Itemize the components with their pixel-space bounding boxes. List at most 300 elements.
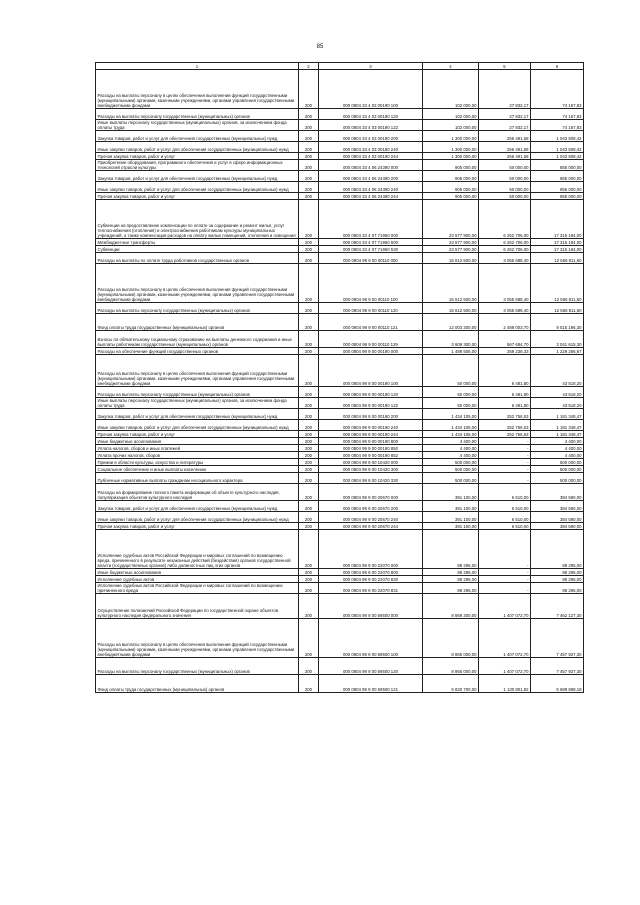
row-description: Расходы на формирование полного пакета информации об объекте культурного наследия, популяризация объектов культурного наследия xyxy=(96,484,299,501)
table-row xyxy=(96,200,584,239)
row-classification-code: 000 0804 99 9 00 00190 800 xyxy=(319,438,423,445)
row-approved-amount: 23 577 900,00 xyxy=(423,200,479,239)
row-classification-code: 000 0804 99 9 00 10420 330 xyxy=(319,473,423,484)
row-description: Иные закупки товаров, работ и услуг для обеспечения государственных (муниципальных) нужд xyxy=(96,182,299,193)
row-description: Расходы на выплаты персоналу государственных (муниципальных) органов xyxy=(96,109,299,120)
row-classification-code: 000 0804 33 4 06 24390 200 xyxy=(319,171,423,182)
row-approved-amount: 23 577 900,00 xyxy=(423,239,479,246)
table-row xyxy=(96,239,584,246)
row-approved-amount: 905 000,00 xyxy=(423,160,479,171)
row-approved-amount: 15 612 500,00 xyxy=(423,264,479,303)
table-row xyxy=(96,420,584,431)
row-remaining-amount: 384 590,00 xyxy=(531,501,584,512)
row-classification-code: 000 0804 99 9 00 22070 831 xyxy=(319,583,423,594)
row-classification-code: 000 0804 33 4 06 24390 244 xyxy=(319,193,423,200)
table-row xyxy=(96,355,584,387)
row-approved-amount: 391 100,00 xyxy=(423,484,479,501)
row-admin-code: 200 xyxy=(299,153,319,160)
row-remaining-amount: 43 518,20 xyxy=(531,355,584,387)
row-description: Закупка товаров, работ и услуг для обеспечения государственных (муниципальных) нужд xyxy=(96,409,299,420)
row-classification-code: 000 0804 99 9 00 00110 000 xyxy=(319,253,423,264)
row-classification-code: 000 0804 99 9 00 00190 200 xyxy=(319,409,423,420)
row-executed-amount: 256 491,58 xyxy=(479,153,531,160)
row-description: Расходы на выплаты персоналу государственных (муниципальных) органов xyxy=(96,658,299,675)
table-row xyxy=(96,331,584,348)
row-approved-amount: 102 000,00 xyxy=(423,120,479,131)
row-description: Иные закупки товаров, работ и услуг для обеспечения государственных (муниципальных) нужд xyxy=(96,420,299,431)
row-executed-amount: 2 488 003,70 xyxy=(479,314,531,331)
table-row xyxy=(96,512,584,523)
row-executed-amount: 256 491,58 xyxy=(479,131,531,142)
row-approved-amount: 102 000,00 xyxy=(423,109,479,120)
row-classification-code: 000 0804 99 9 00 00110 129 xyxy=(319,331,423,348)
row-approved-amount: 8 869 200,00 xyxy=(423,594,479,619)
row-admin-code: 200 xyxy=(299,569,319,576)
row-admin-code: 200 xyxy=(299,438,319,445)
budget-execution-table xyxy=(95,62,584,693)
table-header xyxy=(96,63,584,70)
row-executed-amount: 27 832,17 xyxy=(479,70,531,109)
row-admin-code: 200 xyxy=(299,452,319,459)
row-classification-code: 000 0804 99 9 00 20670 240 xyxy=(319,512,423,523)
row-admin-code: 200 xyxy=(299,512,319,523)
row-executed-amount: 252 756,53 xyxy=(479,420,531,431)
row-admin-code: 200 xyxy=(299,246,319,253)
row-classification-code: 000 0804 99 9 00 00110 121 xyxy=(319,314,423,331)
row-description: Премии в области культуры, искусства и литературы xyxy=(96,459,299,466)
row-approved-amount: 88 295,00 xyxy=(423,583,479,594)
row-approved-amount: 905 000,00 xyxy=(423,182,479,193)
row-admin-code: 200 xyxy=(299,348,319,355)
column-header: 3 xyxy=(319,63,423,70)
row-approved-amount: 1 300 000,00 xyxy=(423,153,479,160)
row-approved-amount: 1 300 000,00 xyxy=(423,142,479,153)
row-classification-code: 000 0804 33 4 03 00190 100 xyxy=(319,70,423,109)
row-description: Взносы по обязательному социальному страхованию на выплаты денежного содержания и иные выплаты работникам государственных (муниципальных) органов xyxy=(96,331,299,348)
table-row xyxy=(96,501,584,512)
row-executed-amount: - xyxy=(479,466,531,473)
row-classification-code: 000 0804 99 9 00 00190 122 xyxy=(319,398,423,409)
row-admin-code: 200 xyxy=(299,331,319,348)
row-remaining-amount: 17 315 194,00 xyxy=(531,239,584,246)
row-remaining-amount: 4 400,00 xyxy=(531,452,584,459)
row-executed-amount: 1 407 072,70 xyxy=(479,594,531,619)
row-admin-code: 200 xyxy=(299,466,319,473)
row-remaining-amount: 1 229 266,67 xyxy=(531,348,584,355)
table-row xyxy=(96,171,584,182)
row-approved-amount: 391 100,00 xyxy=(423,501,479,512)
row-executed-amount: 27 832,17 xyxy=(479,120,531,131)
row-admin-code: 200 xyxy=(299,142,319,153)
row-description: Субвенции на предоставление компенсации по оплате за содержание и ремонт жилья, услуг теплоснабжения (отопления) и электроснабжения работникам культуры муниципальных учреждений, а также компенсации расходов на оплату жилых помещений, отопления и освещения xyxy=(96,200,299,239)
row-remaining-amount: 384 590,00 xyxy=(531,484,584,501)
row-executed-amount: 252 756,53 xyxy=(479,409,531,420)
table-row xyxy=(96,153,584,160)
row-approved-amount: 6 820 700,00 xyxy=(423,675,479,693)
row-remaining-amount: 88 295,00 xyxy=(531,569,584,576)
row-description: Исполнение судебных актов Российской Федерации и мировых соглашений по возмещению причиненного вреда xyxy=(96,583,299,594)
row-approved-amount: 1 434 105,00 xyxy=(423,431,479,438)
row-description: Уплата налогов, сборов и иных платежей xyxy=(96,445,299,452)
row-remaining-amount: 74 167,83 xyxy=(531,120,584,131)
row-description: Прочая закупка товаров, работ и услуг xyxy=(96,431,299,438)
row-approved-amount: 8 865 000,00 xyxy=(423,619,479,658)
row-executed-amount: 6 510,00 xyxy=(479,512,531,523)
table-row xyxy=(96,484,584,501)
row-remaining-amount: 17 315 194,00 xyxy=(531,246,584,253)
row-approved-amount: 102 000,00 xyxy=(423,70,479,109)
column-header: 4 xyxy=(423,63,479,70)
row-description: Иные бюджетные ассигнования xyxy=(96,438,299,445)
table-row xyxy=(96,303,584,314)
row-executed-amount: 3 055 688,40 xyxy=(479,253,531,264)
row-remaining-amount: 855 000,00 xyxy=(531,160,584,171)
row-classification-code: 000 0804 99 9 00 00110 120 xyxy=(319,303,423,314)
row-description: Иные закупки товаров, работ и услуг для обеспечения государственных (муниципальных) нужд xyxy=(96,512,299,523)
row-remaining-amount: 500 000,00 xyxy=(531,466,584,473)
row-executed-amount: 50 000,00 xyxy=(479,160,531,171)
row-admin-code: 200 xyxy=(299,131,319,142)
row-executed-amount: 6 481,80 xyxy=(479,387,531,398)
row-executed-amount: 6 510,00 xyxy=(479,501,531,512)
table-row xyxy=(96,530,584,569)
row-executed-amount: - xyxy=(479,445,531,452)
row-executed-amount: 6 262 706,00 xyxy=(479,200,531,239)
row-classification-code: 000 0804 33 4 03 00190 120 xyxy=(319,109,423,120)
row-classification-code: 000 0804 99 9 00 00110 100 xyxy=(319,264,423,303)
row-approved-amount: 500 000,00 xyxy=(423,466,479,473)
row-admin-code: 200 xyxy=(299,583,319,594)
row-description: Закупка товаров, работ и услуг для обеспечения государственных (муниципальных) нужд xyxy=(96,171,299,182)
row-remaining-amount: 4 400,00 xyxy=(531,438,584,445)
row-approved-amount: 4 400,00 xyxy=(423,452,479,459)
row-remaining-amount: 855 000,00 xyxy=(531,182,584,193)
row-admin-code: 200 xyxy=(299,303,319,314)
row-admin-code: 200 xyxy=(299,171,319,182)
row-description: Расходы на выплаты персоналу в целях обеспечения выполнения функций государственными (муниципальными) органами, казенными учреждениями, органами управления государственными внебюджетными фондами xyxy=(96,264,299,303)
row-description: Иные бюджетные ассигнования xyxy=(96,569,299,576)
row-classification-code: 000 0804 33 4 07 71960 530 xyxy=(319,246,423,253)
row-description: Публичные нормативные выплаты гражданам несоциального характера xyxy=(96,473,299,484)
row-description: Иные выплаты персоналу государственных (муниципальных) органов, за исключением фонда оплаты труда xyxy=(96,120,299,131)
row-admin-code: 200 xyxy=(299,409,319,420)
row-executed-amount: 50 000,00 xyxy=(479,193,531,200)
row-admin-code: 200 xyxy=(299,530,319,569)
row-classification-code: 000 0804 99 9 00 00190 120 xyxy=(319,387,423,398)
table-row xyxy=(96,109,584,120)
table-row xyxy=(96,431,584,438)
row-description: Субвенции xyxy=(96,246,299,253)
row-admin-code: 200 xyxy=(299,523,319,530)
row-description: Исполнение судебных актов xyxy=(96,576,299,583)
row-executed-amount: 6 510,00 xyxy=(479,484,531,501)
column-number-row xyxy=(96,63,584,70)
row-approved-amount: 88 295,00 xyxy=(423,576,479,583)
row-approved-amount: 88 295,00 xyxy=(423,530,479,569)
row-classification-code: 000 0804 99 9 00 00190 000 xyxy=(319,348,423,355)
row-admin-code: 200 xyxy=(299,473,319,484)
row-admin-code: 200 xyxy=(299,387,319,398)
row-executed-amount: 6 262 706,00 xyxy=(479,246,531,253)
table-row xyxy=(96,619,584,658)
row-approved-amount: 1 434 105,00 xyxy=(423,409,479,420)
table-row xyxy=(96,473,584,484)
row-admin-code: 200 xyxy=(299,459,319,466)
row-classification-code: 000 0804 99 9 00 22070 830 xyxy=(319,576,423,583)
row-admin-code: 200 xyxy=(299,420,319,431)
row-admin-code: 200 xyxy=(299,619,319,658)
row-executed-amount: - xyxy=(479,576,531,583)
row-approved-amount: 12 003 200,00 xyxy=(423,314,479,331)
row-classification-code: 000 0804 99 9 00 00190 850 xyxy=(319,445,423,452)
table-row xyxy=(96,142,584,153)
row-remaining-amount: 7 457 927,30 xyxy=(531,619,584,658)
row-classification-code: 000 0804 33 4 03 00190 200 xyxy=(319,131,423,142)
row-description: Расходы на выплаты по оплате труда работников государственных органов xyxy=(96,253,299,264)
table-row xyxy=(96,466,584,473)
row-remaining-amount: 5 689 898,18 xyxy=(531,675,584,693)
row-remaining-amount: 12 556 811,60 xyxy=(531,264,584,303)
row-description: Уплата прочих налогов, сборов xyxy=(96,452,299,459)
row-admin-code: 200 xyxy=(299,253,319,264)
row-classification-code: 000 0804 33 4 07 71960 000 xyxy=(319,200,423,239)
row-approved-amount: 50 000,00 xyxy=(423,398,479,409)
row-description: Межбюджетные трансферты xyxy=(96,239,299,246)
row-description: Прочая закупка товаров, работ и услуг xyxy=(96,153,299,160)
row-approved-amount: 905 000,00 xyxy=(423,171,479,182)
row-remaining-amount: 9 515 196,30 xyxy=(531,314,584,331)
row-description: Приобретение оборудования, программного обеспечения и услуг в сфере информационных технологий отрасли культуры xyxy=(96,160,299,171)
row-description: Фонд оплаты труда государственных (муниципальных) органов xyxy=(96,675,299,693)
row-admin-code: 200 xyxy=(299,484,319,501)
row-remaining-amount: 1 043 508,42 xyxy=(531,142,584,153)
row-description: Иные выплаты персоналу государственных (муниципальных) органов, за исключением фонда оплаты труда xyxy=(96,398,299,409)
table-row xyxy=(96,452,584,459)
page-number: 85 xyxy=(316,44,324,50)
table-row xyxy=(96,569,584,576)
row-executed-amount: 6 510,00 xyxy=(479,523,531,530)
row-executed-amount: 252 756,53 xyxy=(479,431,531,438)
row-admin-code: 200 xyxy=(299,675,319,693)
row-remaining-amount: 88 295,00 xyxy=(531,576,584,583)
row-executed-amount: 50 000,00 xyxy=(479,171,531,182)
column-header: 1 xyxy=(96,63,299,70)
row-approved-amount: 50 000,00 xyxy=(423,387,479,398)
row-executed-amount: 3 055 688,40 xyxy=(479,264,531,303)
row-description: Осуществление полномочий Российской Федерации по государственной охране объектов культурного наследия федерального значения xyxy=(96,594,299,619)
row-classification-code: 000 0804 99 9 00 20670 200 xyxy=(319,501,423,512)
row-classification-code: 000 0804 33 4 06 24390 240 xyxy=(319,182,423,193)
row-admin-code: 200 xyxy=(299,264,319,303)
row-executed-amount: 6 481,80 xyxy=(479,355,531,387)
row-remaining-amount: 12 556 811,60 xyxy=(531,253,584,264)
row-approved-amount: 391 100,00 xyxy=(423,523,479,530)
row-executed-amount: - xyxy=(479,473,531,484)
row-classification-code: 000 0804 99 9 00 22070 800 xyxy=(319,569,423,576)
report-table-wrapper xyxy=(95,62,583,693)
row-approved-amount: 50 000,00 xyxy=(423,355,479,387)
row-classification-code: 000 0804 33 4 06 24390 000 xyxy=(319,160,423,171)
row-description: Расходы на выплаты персоналу в целях обеспечения выполнения функций государственными (муниципальными) органами, казенными учреждениями, органами управления государственными внебюджетными фондами xyxy=(96,355,299,387)
row-executed-amount: - xyxy=(479,569,531,576)
table-row xyxy=(96,131,584,142)
row-admin-code: 200 xyxy=(299,576,319,583)
row-remaining-amount: 7 462 127,30 xyxy=(531,594,584,619)
table-row xyxy=(96,193,584,200)
row-remaining-amount: 4 400,00 xyxy=(531,445,584,452)
row-admin-code: 200 xyxy=(299,445,319,452)
row-remaining-amount: 384 590,00 xyxy=(531,512,584,523)
row-admin-code: 200 xyxy=(299,200,319,239)
row-executed-amount: 6 262 706,00 xyxy=(479,239,531,246)
table-row xyxy=(96,314,584,331)
table-row xyxy=(96,523,584,530)
table-row xyxy=(96,409,584,420)
row-executed-amount: - xyxy=(479,438,531,445)
row-classification-code: 000 0804 33 4 03 00190 240 xyxy=(319,142,423,153)
row-remaining-amount: 500 000,00 xyxy=(531,473,584,484)
column-header: 5 xyxy=(479,63,531,70)
row-classification-code: 000 0804 99 9 00 20670 244 xyxy=(319,523,423,530)
row-description: Расходы на выплаты персоналу в целях обеспечения выполнения функций государственными (муниципальными) органами, казенными учреждениями, органами управления государственными внебюджетными фондами xyxy=(96,70,299,109)
row-executed-amount: - xyxy=(479,583,531,594)
row-approved-amount: 15 612 500,00 xyxy=(423,253,479,264)
row-executed-amount: 567 684,70 xyxy=(479,331,531,348)
table-row xyxy=(96,160,584,171)
row-classification-code: 000 0804 99 9 00 00190 244 xyxy=(319,431,423,438)
row-executed-amount: 1 130 801,82 xyxy=(479,675,531,693)
row-admin-code: 200 xyxy=(299,431,319,438)
row-description: Иные закупки товаров, работ и услуг для обеспечения государственных (муниципальных) нужд xyxy=(96,142,299,153)
row-classification-code: 000 0804 99 9 00 20670 000 xyxy=(319,484,423,501)
row-executed-amount: - xyxy=(479,530,531,569)
row-approved-amount: 1 300 000,00 xyxy=(423,131,479,142)
table-row xyxy=(96,253,584,264)
row-executed-amount: 1 407 072,70 xyxy=(479,619,531,658)
table-row xyxy=(96,445,584,452)
row-remaining-amount: 3 041 615,30 xyxy=(531,331,584,348)
row-description: Социальное обеспечение и иные выплаты населению xyxy=(96,466,299,473)
table-row xyxy=(96,583,584,594)
row-classification-code: 000 0804 99 9 00 10420 000 xyxy=(319,459,423,466)
row-remaining-amount: 500 000,00 xyxy=(531,459,584,466)
row-admin-code: 200 xyxy=(299,109,319,120)
table-row xyxy=(96,264,584,303)
row-approved-amount: 8 865 000,00 xyxy=(423,658,479,675)
table-body xyxy=(96,70,584,693)
row-remaining-amount: 12 556 811,60 xyxy=(531,303,584,314)
table-row xyxy=(96,675,584,693)
row-approved-amount: 23 577 900,00 xyxy=(423,246,479,253)
row-classification-code: 000 0804 33 4 03 00190 244 xyxy=(319,153,423,160)
row-remaining-amount: 7 457 927,30 xyxy=(531,658,584,675)
row-classification-code: 000 0804 99 9 00 59500 121 xyxy=(319,675,423,693)
row-remaining-amount: 88 295,00 xyxy=(531,530,584,569)
row-description: Закупка товаров, работ и услуг для обеспечения государственных (муниципальных) нужд xyxy=(96,501,299,512)
row-admin-code: 200 xyxy=(299,182,319,193)
column-header: 2 xyxy=(299,63,319,70)
row-description: Расходы на выплаты персоналу государственных (муниципальных) органов xyxy=(96,387,299,398)
row-admin-code: 200 xyxy=(299,239,319,246)
row-executed-amount: 6 481,80 xyxy=(479,398,531,409)
table-row xyxy=(96,594,584,619)
table-row xyxy=(96,576,584,583)
row-approved-amount: 500 000,00 xyxy=(423,459,479,466)
row-remaining-amount: 43 518,20 xyxy=(531,398,584,409)
row-admin-code: 200 xyxy=(299,120,319,131)
row-executed-amount: 1 407 072,70 xyxy=(479,658,531,675)
row-remaining-amount: 384 590,00 xyxy=(531,523,584,530)
row-executed-amount: 259 238,33 xyxy=(479,348,531,355)
row-approved-amount: 1 488 505,00 xyxy=(423,348,479,355)
row-classification-code: 000 0804 99 9 00 59500 120 xyxy=(319,658,423,675)
table-row xyxy=(96,438,584,445)
row-admin-code: 200 xyxy=(299,193,319,200)
row-approved-amount: 15 612 500,00 xyxy=(423,303,479,314)
table-row xyxy=(96,387,584,398)
row-admin-code: 200 xyxy=(299,70,319,109)
row-classification-code: 000 0804 99 9 00 00190 852 xyxy=(319,452,423,459)
row-classification-code: 000 0804 99 9 00 10420 300 xyxy=(319,466,423,473)
row-classification-code: 000 0804 99 9 00 22070 000 xyxy=(319,530,423,569)
row-admin-code: 200 xyxy=(299,501,319,512)
row-remaining-amount: 1 181 348,47 xyxy=(531,431,584,438)
row-remaining-amount: 855 000,00 xyxy=(531,171,584,182)
row-approved-amount: 4 400,00 xyxy=(423,445,479,452)
row-classification-code: 000 0804 99 9 00 00190 240 xyxy=(319,420,423,431)
row-remaining-amount: 43 518,20 xyxy=(531,387,584,398)
row-classification-code: 000 0804 33 4 03 00190 122 xyxy=(319,120,423,131)
row-description: Фонд оплаты труда государственных (муниципальных) органов xyxy=(96,314,299,331)
row-classification-code: 000 0804 99 9 00 59500 100 xyxy=(319,619,423,658)
row-admin-code: 200 xyxy=(299,658,319,675)
row-executed-amount: 3 055 688,40 xyxy=(479,303,531,314)
row-classification-code: 000 0804 99 9 00 59500 000 xyxy=(319,594,423,619)
column-header: 6 xyxy=(531,63,584,70)
row-description: Прочая закупка товаров, работ и услуг xyxy=(96,193,299,200)
row-remaining-amount: 1 043 508,42 xyxy=(531,153,584,160)
row-description: Прочая закупка товаров, работ и услуг xyxy=(96,523,299,530)
table-row xyxy=(96,246,584,253)
row-approved-amount: 4 400,00 xyxy=(423,438,479,445)
row-description: Закупка товаров, работ и услуг для обеспечения государственных (муниципальных) нужд xyxy=(96,131,299,142)
row-description: Исполнение судебных актов Российской Федерации и мировых соглашений по возмещению вреда, причиненного в результате незаконных действий (бездействия) органов государственной власти (государственных органов) либо должностных лиц этих органов xyxy=(96,530,299,569)
table-row xyxy=(96,120,584,131)
row-classification-code: 000 0804 99 9 00 00190 100 xyxy=(319,355,423,387)
row-admin-code: 200 xyxy=(299,160,319,171)
table-row xyxy=(96,459,584,466)
row-remaining-amount: 1 181 348,47 xyxy=(531,409,584,420)
row-classification-code: 000 0804 33 4 07 71960 500 xyxy=(319,239,423,246)
row-executed-amount: - xyxy=(479,459,531,466)
row-remaining-amount: 74 167,83 xyxy=(531,70,584,109)
row-remaining-amount: 17 315 194,00 xyxy=(531,200,584,239)
row-approved-amount: 3 609 300,00 xyxy=(423,331,479,348)
row-executed-amount: 27 832,17 xyxy=(479,109,531,120)
row-executed-amount: 256 491,58 xyxy=(479,142,531,153)
row-approved-amount: 391 100,00 xyxy=(423,512,479,523)
row-remaining-amount: 88 295,00 xyxy=(531,583,584,594)
row-remaining-amount: 74 167,83 xyxy=(531,109,584,120)
row-description: Расходы на выплаты персоналу государственных (муниципальных) органов xyxy=(96,303,299,314)
row-approved-amount: 500 000,00 xyxy=(423,473,479,484)
row-description: Расходы на обеспечение функций государственных органов xyxy=(96,348,299,355)
row-admin-code: 200 xyxy=(299,594,319,619)
row-executed-amount: 50 000,00 xyxy=(479,182,531,193)
row-admin-code: 200 xyxy=(299,398,319,409)
table-row xyxy=(96,348,584,355)
table-row xyxy=(96,70,584,109)
